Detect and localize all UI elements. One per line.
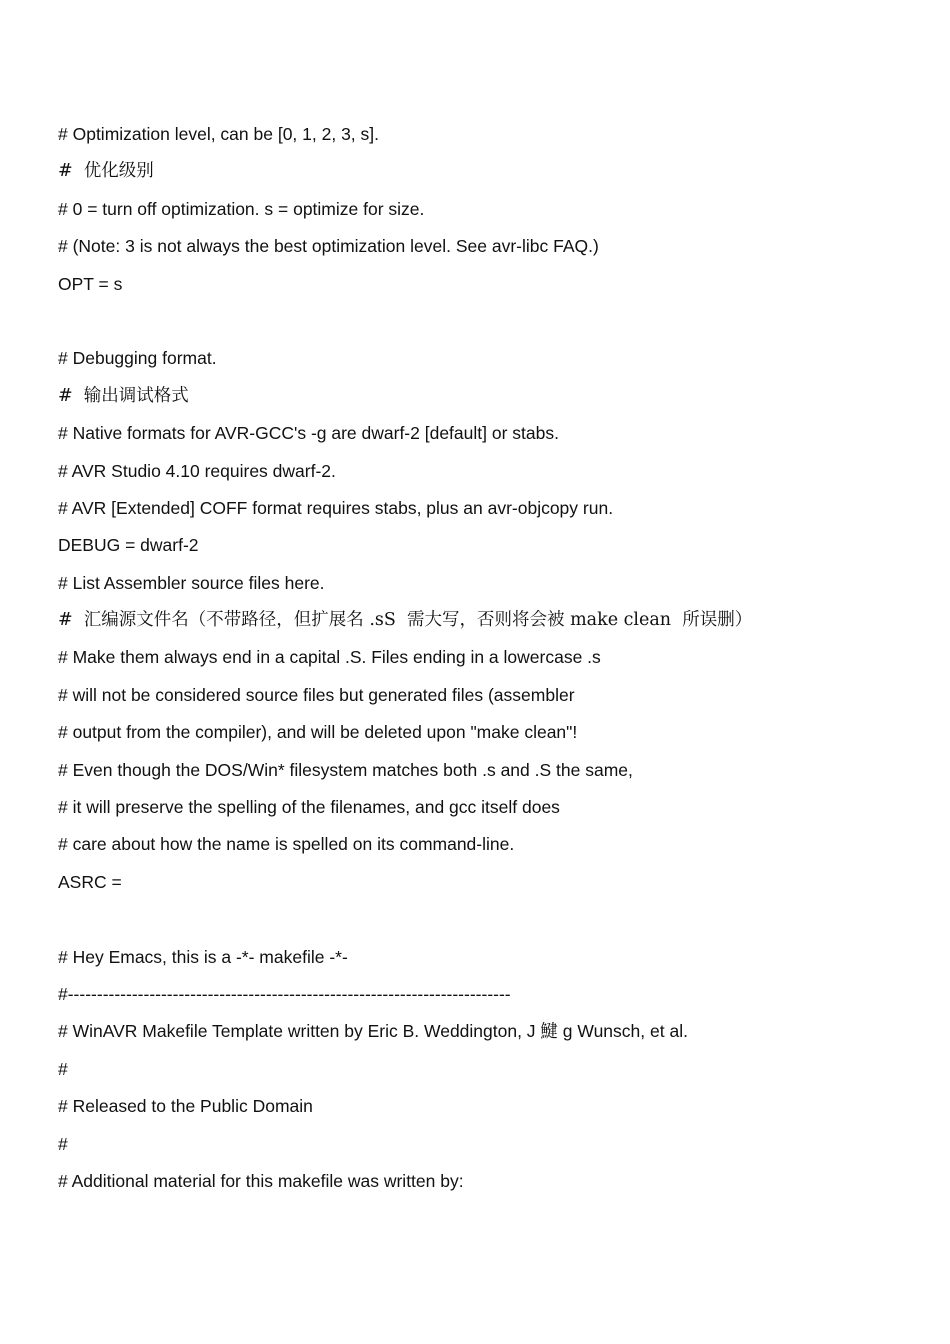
text-line: # 优化级别: [58, 161, 154, 182]
text-line: # Optimization level, can be [0, 1, 2, 3, s].: [58, 124, 379, 144]
text-line: ASRC =: [58, 871, 122, 892]
text-line: # AVR [Extended] COFF format requires stabs, plus an avr-objcopy run.: [58, 497, 614, 518]
text-line: # 0 = turn off optimization. s = optimize for size.: [58, 198, 425, 219]
makefile-text: [58, 122, 918, 1206]
text-line: # List Assembler source files here.: [58, 572, 325, 593]
text-line: # 输出调试格式: [58, 385, 189, 406]
text-line: # Native formats for AVR-GCC's -g are dwarf-2 [default] or stabs.: [58, 423, 559, 444]
blank-line: [58, 907, 918, 944]
text-line: # WinAVR Makefile Template written by Eric B. Weddington, J 鰎 g Wunsch, et al.: [58, 1021, 688, 1042]
text-line: # Additional material for this makefile was written by:: [58, 1170, 464, 1191]
text-line: # AVR Studio 4.10 requires dwarf-2.: [58, 460, 336, 481]
text-line: #: [58, 1058, 68, 1079]
text-line: # Released to the Public Domain: [58, 1096, 313, 1117]
text-line: # Debugging format.: [58, 348, 217, 369]
text-line: # 汇编源文件名（不带路径，但扩展名 .sS 需大写，否则将会被 make clean 所误删）: [58, 610, 753, 631]
text-line: # Make them always end in a capital .S. Files ending in a lowercase .s: [58, 647, 601, 668]
text-line: # output from the compiler), and will be deleted upon "make clean"!: [58, 722, 578, 743]
text-line: # Hey Emacs, this is a -*- makefile -*-: [58, 946, 348, 967]
text-line: DEBUG = dwarf-2: [58, 535, 199, 556]
text-line: OPT = s: [58, 273, 123, 294]
text-line: #----------------------------------------------------------------------------: [58, 983, 511, 1004]
text-line: # will not be considered source files but generated files (assembler: [58, 684, 575, 705]
text-line: # Even though the DOS/Win* filesystem matches both .s and .S the same,: [58, 759, 633, 780]
text-line: # care about how the name is spelled on its command-line.: [58, 834, 515, 855]
blank-line: [58, 309, 918, 346]
text-line: #: [58, 1133, 68, 1154]
text-line: # (Note: 3 is not always the best optimization level. See avr-libc FAQ.): [58, 236, 599, 257]
text-line: # it will preserve the spelling of the filenames, and gcc itself does: [58, 797, 560, 818]
